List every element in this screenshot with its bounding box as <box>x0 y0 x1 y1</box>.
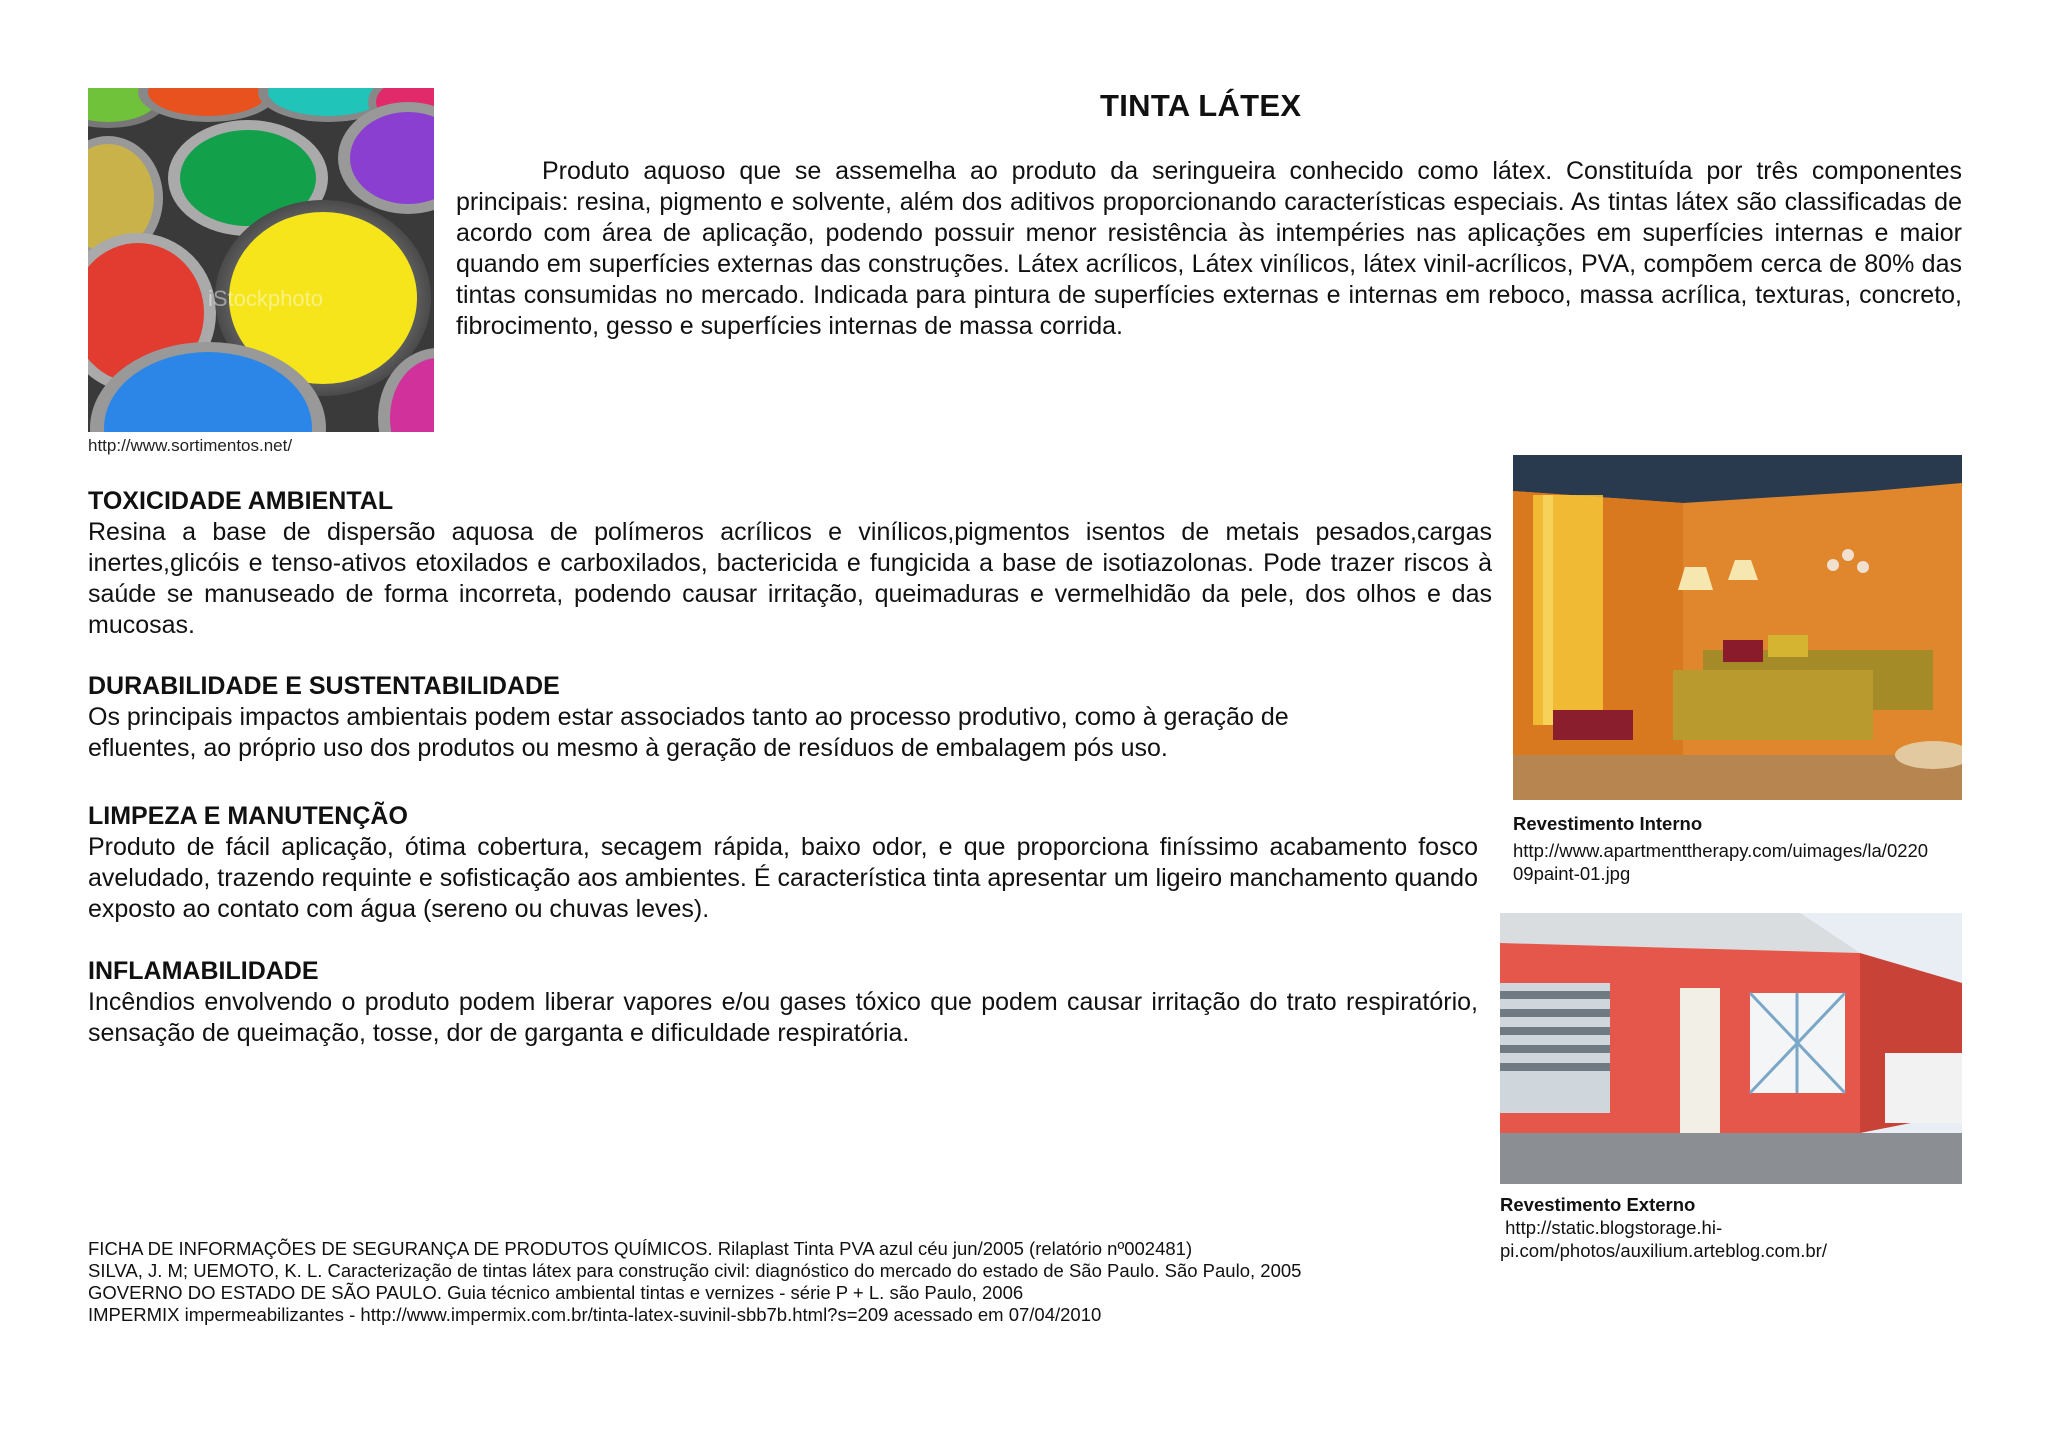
figure-source-line1: http://static.blogstorage.hi- <box>1500 1217 1723 1238</box>
reference-item: SILVA, J. M; UEMOTO, K. L. Caracterização de tintas látex para construção civil: diagnóstico do mercado do estado de São Paulo. São Paulo, 2005 <box>88 1260 1302 1281</box>
figure-source-line2: pi.com/photos/auxilium.arteblog.com.br/ <box>1500 1240 1827 1261</box>
section-body: Os principais impactos ambientais podem estar associados tanto ao processo produtivo, como à geração de efluentes, ao próprio uso dos produtos ou mesmo à geração de resíduos de embalagem pós uso. <box>88 703 1289 762</box>
section-toxicidade <box>88 486 1492 641</box>
figure-caption-interno <box>1513 812 1962 885</box>
exterior-house-image <box>1500 913 1962 1184</box>
paint-image-source: http://www.sortimentos.net/ <box>88 436 293 455</box>
reference-item: IMPERMIX impermeabilizantes - http://www.impermix.com.br/tinta-latex-suvinil-sbb7b.html?s=209 acessado em 07/04/2010 <box>88 1304 1102 1325</box>
section-heading: LIMPEZA E MANUTENÇÃO <box>88 802 408 830</box>
figure-title: Revestimento Externo <box>1500 1194 1696 1215</box>
section-heading: TOXICIDADE AMBIENTAL <box>88 487 394 515</box>
section-inflamabilidade <box>88 956 1478 1049</box>
section-body: Incêndios envolvendo o produto podem liberar vapores e/ou gases tóxico que podem causar irritação do trato respiratório, sensação de queimação, tosse, dor de garganta e dificuldade respiratória. <box>88 988 1478 1047</box>
reference-item: GOVERNO DO ESTADO DE SÃO PAULO. Guia técnico ambiental tintas e vernizes - série P + L. são Paulo, 2006 <box>88 1282 1024 1303</box>
figure-source-line1: http://www.apartmenttherapy.com/uimages/la/0220 <box>1513 840 1929 861</box>
watermark-text: iStockphoto <box>208 286 323 311</box>
references <box>88 1238 1418 1326</box>
page-title: TINTA LÁTEX <box>1100 88 1302 123</box>
section-body: Resina a base de dispersão aquosa de polímeros acrílicos e vinílicos,pigmentos isentos de metais pesados,cargas inertes,glicóis e tenso-ativos etoxilados e carboxilados, bactericida e fungicida a base de isotiazolonas. Pode trazer riscos à saúde se manuseado de forma incorreta, podendo causar irritação, queimaduras e vermelhidão da pele, dos olhos e das mucosas. <box>88 518 1492 639</box>
section-limpeza <box>88 801 1478 925</box>
interior-bedroom-image <box>1513 455 1962 800</box>
intro-paragraph: Produto aquoso que se assemelha ao produto da seringueira conhecido como látex. Constituída por três componentes principais: resina, pigmento e solvente, além dos aditivos proporcionando características especiais. As tintas látex são classificadas de acordo com área de aplicação, podendo possuir menor resistência às intempéries nas aplicações em superfícies internas e maior quando em superfícies externas das construções. Látex acrílicos, Látex vinílicos, látex vinil-acrílicos, PVA, compõem cerca de 80% das tintas consumidas no mercado. Indicada para pintura de superfícies externas e internas em reboco, massa acrílica, texturas, concreto, fibrocimento, gesso e superfícies internas de massa corrida. <box>456 157 1962 340</box>
section-heading: DURABILIDADE E SUSTENTABILIDADE <box>88 672 560 700</box>
figure-caption-externo <box>1500 1193 1960 1262</box>
figure-source-line2: 09paint-01.jpg <box>1513 863 1631 884</box>
section-body: Produto de fácil aplicação, ótima cobertura, secagem rápida, baixo odor, e que proporciona finíssimo acabamento fosco aveludado, trazendo requinte e sofisticação aos ambientes. É característica tinta apresentar um ligeiro manchamento quando exposto ao contato com água (sereno ou chuvas leves). <box>88 833 1478 923</box>
section-durabilidade <box>88 671 1418 764</box>
paint-cans-image <box>88 88 434 432</box>
paint-cans-illustration <box>88 88 434 432</box>
figure-title: Revestimento Interno <box>1513 813 1703 834</box>
reference-item: FICHA DE INFORMAÇÕES DE SEGURANÇA DE PRODUTOS QUÍMICOS. Rilaplast Tinta PVA azul céu jun/2005 (relatório nº002481) <box>88 1238 1193 1259</box>
section-heading: INFLAMABILIDADE <box>88 957 319 985</box>
